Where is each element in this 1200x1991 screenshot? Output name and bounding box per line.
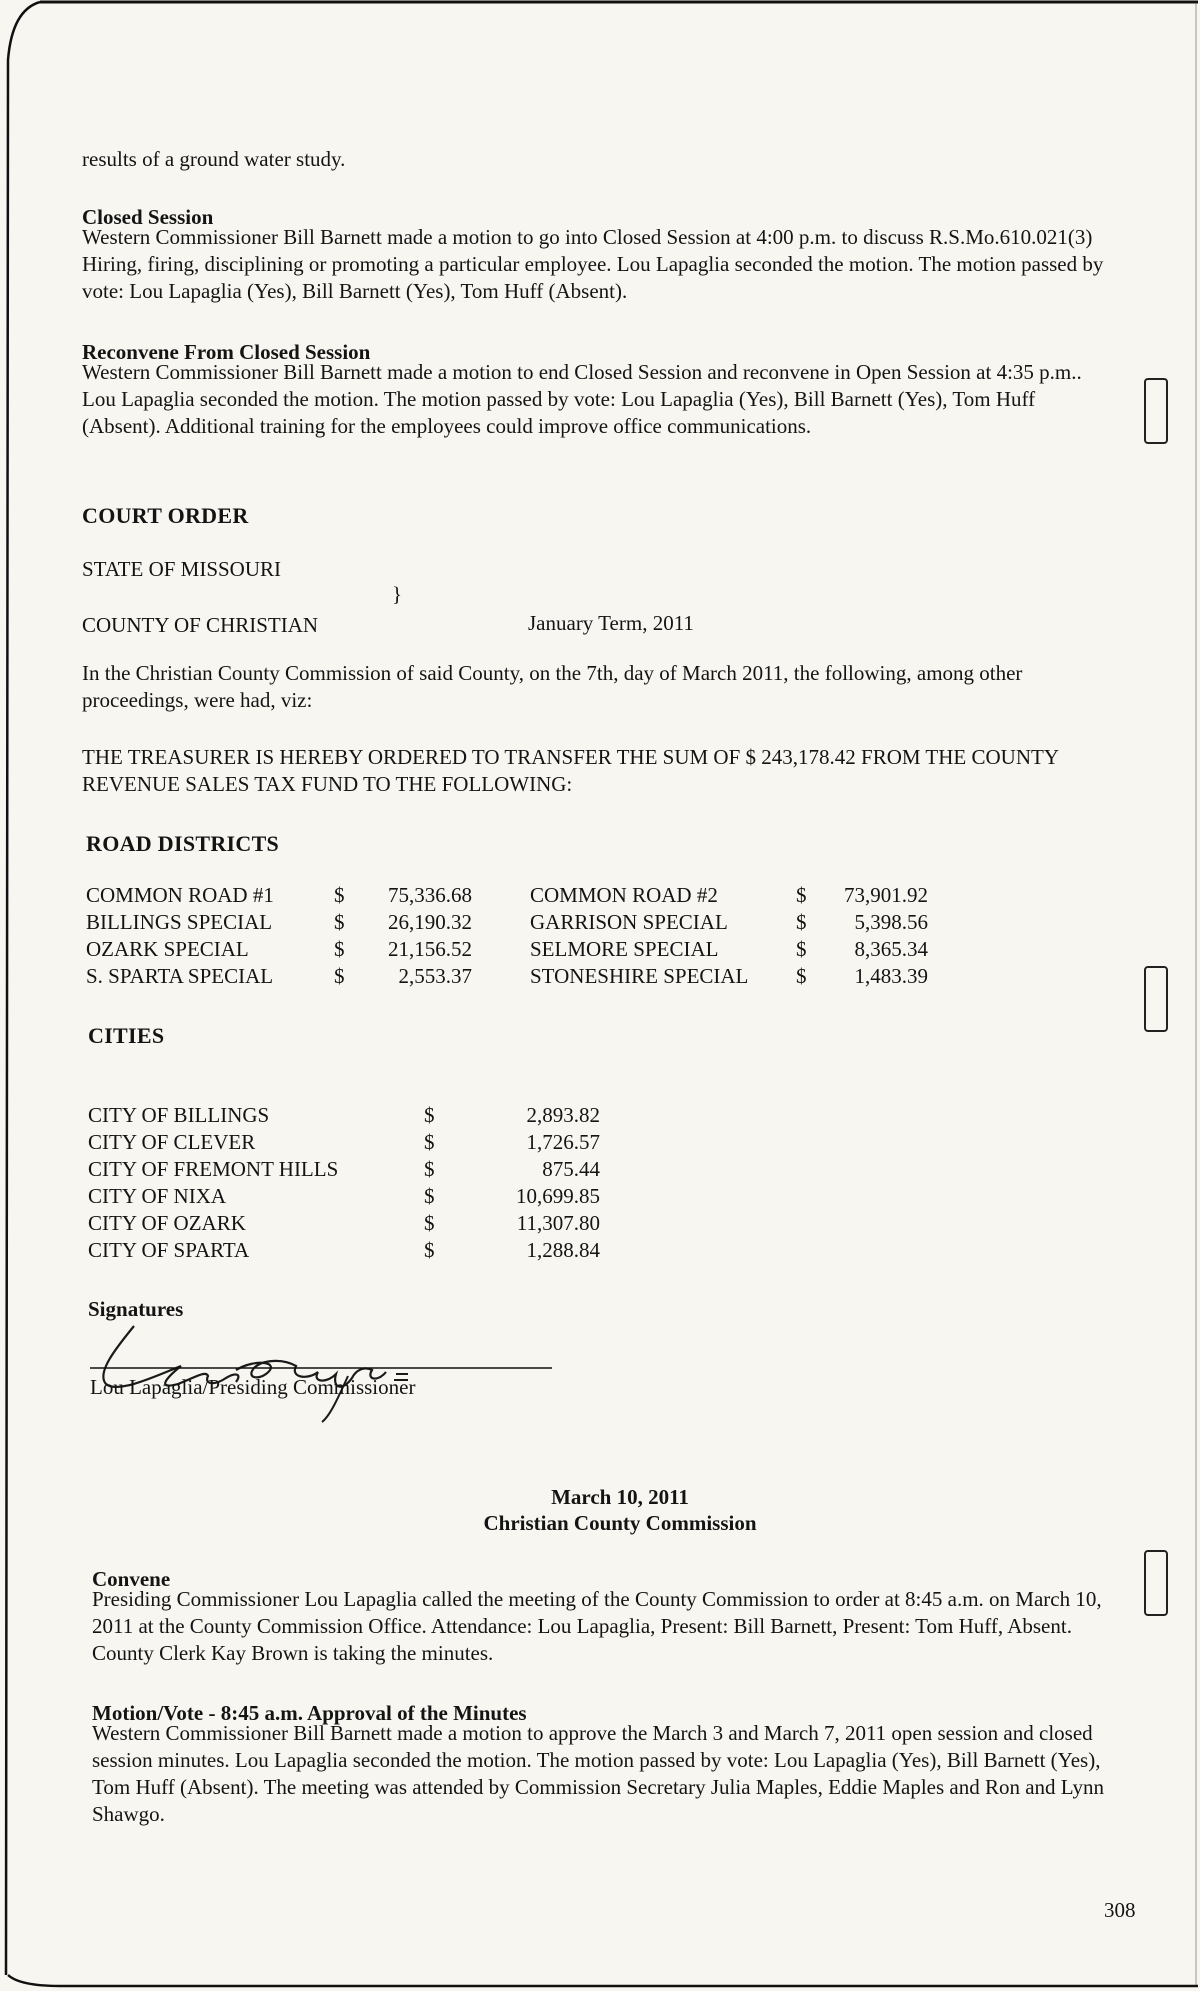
table-row [88, 1183, 600, 1210]
currency-symbol: $ [424, 1211, 435, 1235]
table-row [88, 1156, 600, 1183]
city-amount: 1,726.57 [526, 1130, 600, 1154]
county-label: COUNTY OF CHRISTIAN [82, 613, 319, 637]
district-amount: 21,156.52 [388, 937, 472, 961]
table-row [86, 882, 928, 909]
district-name: COMMON ROAD #1 [86, 883, 274, 907]
brace-mark: } [392, 582, 403, 606]
court-order-heading: COURT ORDER [82, 503, 249, 528]
table-row [88, 1237, 600, 1264]
signature-scribble [86, 1318, 566, 1428]
currency-symbol: $ [424, 1184, 435, 1208]
closed-session-heading: Closed Session [82, 205, 214, 229]
currency-symbol: $ [334, 883, 345, 907]
cities-table [88, 1102, 600, 1264]
city-amount: 875.44 [542, 1157, 600, 1181]
margin-hole-mark [1144, 1550, 1168, 1616]
margin-hole-mark [1144, 966, 1168, 1032]
city-amount: 11,307.80 [516, 1211, 600, 1235]
currency-symbol: $ [334, 964, 345, 988]
convene-body: Presiding Commissioner Lou Lapaglia called the meeting of the County Commission to order at 8:45 a.m. on March 10, 2011 at the County Commission Office. Attendance: Lou Lapaglia, Present: Bill Barnett, Present: Tom Huff, Absent. County Clerk Kay Brown is taking the minutes. [92, 1587, 1102, 1665]
table-row [88, 1129, 600, 1156]
district-name: GARRISON SPECIAL [530, 910, 728, 934]
closed-session-body: Western Commissioner Bill Barnett made a motion to go into Closed Session at 4:00 p.m. to discuss R.S.Mo.610.021(3) Hiring, firing, disciplining or promoting a particular employee. Lou Lapaglia seconded the motion. The motion passed by vote: Lou Lapaglia (Yes), Bill Barnett (Yes), Tom Huff (Absent). [82, 225, 1104, 303]
signer-line: Lou Lapaglia/Presiding Commissioner [90, 1375, 416, 1399]
court-order-intro: In the Christian County Commission of said County, on the 7th, day of March 2011, the following, among other proceedings, were had, viz: [82, 661, 1023, 712]
district-amount: 8,365.34 [854, 937, 928, 961]
currency-symbol: $ [424, 1157, 435, 1181]
table-row [86, 909, 928, 936]
district-name: SELMORE SPECIAL [530, 937, 719, 961]
road-districts-heading: ROAD DISTRICTS [86, 831, 280, 856]
city-name: CITY OF CLEVER [88, 1130, 256, 1154]
currency-symbol: $ [334, 910, 345, 934]
district-amount: 1,483.39 [854, 964, 928, 988]
city-amount: 1,288.84 [526, 1238, 600, 1262]
city-name: CITY OF OZARK [88, 1211, 246, 1235]
cities-heading: CITIES [88, 1023, 165, 1048]
district-name: STONESHIRE SPECIAL [530, 964, 749, 988]
commission-title: Christian County Commission [483, 1511, 757, 1535]
road-districts-table [86, 882, 928, 990]
currency-symbol: $ [424, 1103, 435, 1127]
transfer-order: THE TREASURER IS HEREBY ORDERED TO TRANSFER THE SUM OF $ 243,178.42 FROM THE COUNTY REVENUE SALES TAX FUND TO THE FOLLOWING: [82, 745, 1059, 796]
currency-symbol: $ [796, 910, 807, 934]
district-amount: 2,553.37 [398, 964, 472, 988]
district-name: S. SPARTA SPECIAL [86, 964, 274, 988]
city-name: CITY OF BILLINGS [88, 1103, 270, 1127]
motion-vote-body: Western Commissioner Bill Barnett made a motion to approve the March 3 and March 7, 2011 open session and closed session minutes. Lou Lapaglia seconded the motion. The motion passed by vote: Lou Lapaglia (Yes), Bill Barnett (Yes), Tom Huff (Absent). The meeting was attended by Commission Secretary Julia Maples, Eddie Maples and Ron and Lynn Shawgo. [92, 1721, 1104, 1826]
reconvene-body: Western Commissioner Bill Barnett made a motion to end Closed Session and reconvene in Open Session at 4:35 p.m.. Lou Lapaglia seconded the motion. The motion passed by vote: Lou Lapaglia (Yes), Bill Barnett (Yes), Tom Huff (Absent). Additional training for the employees could improve office communications. [82, 360, 1082, 438]
district-amount: 5,398.56 [854, 910, 928, 934]
page-number: 308 [1104, 1898, 1136, 1922]
table-row [86, 936, 928, 963]
currency-symbol: $ [334, 937, 345, 961]
meeting-date: March 10, 2011 [551, 1485, 689, 1509]
district-amount: 26,190.32 [388, 910, 472, 934]
city-amount: 2,893.82 [526, 1103, 600, 1127]
currency-symbol: $ [424, 1238, 435, 1262]
margin-hole-mark [1144, 378, 1168, 444]
state-label: STATE OF MISSOURI [82, 557, 282, 581]
city-name: CITY OF FREMONT HILLS [88, 1157, 339, 1181]
district-name: BILLINGS SPECIAL [86, 910, 273, 934]
table-row [86, 963, 928, 990]
continuation-text: results of a ground water study. [82, 147, 346, 171]
district-name: COMMON ROAD #2 [530, 883, 718, 907]
reconvene-heading: Reconvene From Closed Session [82, 340, 371, 364]
city-name: CITY OF SPARTA [88, 1238, 250, 1262]
term-label: January Term, 2011 [528, 611, 694, 635]
currency-symbol: $ [796, 964, 807, 988]
currency-symbol: $ [424, 1130, 435, 1154]
currency-symbol: $ [796, 883, 807, 907]
motion-vote-heading: Motion/Vote - 8:45 a.m. Approval of the Minutes [92, 1701, 527, 1725]
table-row [88, 1210, 600, 1237]
signatures-heading: Signatures [88, 1297, 184, 1321]
district-amount: 75,336.68 [388, 883, 472, 907]
district-amount: 73,901.92 [844, 883, 928, 907]
city-amount: 10,699.85 [516, 1184, 600, 1208]
district-name: OZARK SPECIAL [86, 937, 249, 961]
city-name: CITY OF NIXA [88, 1184, 227, 1208]
currency-symbol: $ [796, 937, 807, 961]
table-row [88, 1102, 600, 1129]
convene-heading: Convene [92, 1567, 171, 1591]
